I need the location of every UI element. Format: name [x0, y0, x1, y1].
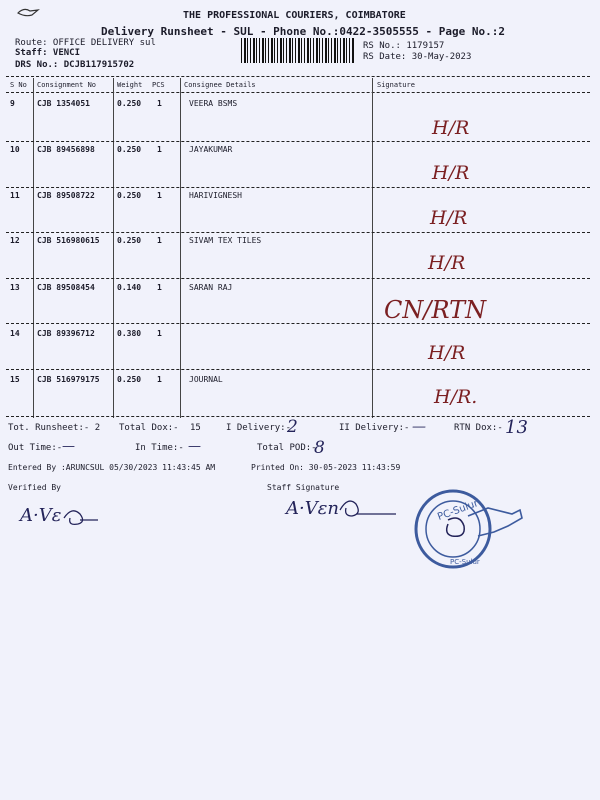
i-delivery-value: 2: [287, 417, 298, 437]
row-divider: [6, 278, 590, 279]
total-pod-label: Total POD:-: [257, 443, 317, 453]
column-divider: [180, 78, 181, 418]
courier-logo-icon: [16, 6, 42, 18]
out-time-value: —: [62, 439, 75, 454]
row-signature: H/R.: [434, 386, 478, 408]
row-consignment: CJB 89396712: [37, 329, 95, 338]
row-divider: [6, 187, 590, 188]
row-signature: H/R: [430, 207, 468, 229]
row-divider: [6, 323, 590, 324]
row-pcs: 1: [157, 191, 162, 200]
col-header-consignee: Consignee Details: [184, 81, 256, 89]
table-bottom-rule: [6, 416, 590, 417]
total-dox-label: Total Dox:-: [119, 423, 179, 433]
table-header-rule: [6, 92, 590, 93]
office-stamp-icon: [408, 486, 528, 576]
verifier-signature: A·Vε: [20, 505, 62, 526]
stamp-top-text: PC-Sulur: [436, 498, 480, 523]
ii-delivery-label: II Delivery:-: [339, 423, 410, 433]
row-pcs: 1: [157, 329, 162, 338]
column-divider: [33, 78, 34, 418]
row-consignee: HARIVIGNESH: [189, 191, 242, 200]
row-consignee: JAYAKUMAR: [189, 145, 233, 154]
stamp-bottom-text: PC-Sulur: [450, 558, 480, 566]
row-pcs: 1: [157, 283, 162, 292]
col-header-pcs: PCS: [152, 81, 165, 89]
row-pcs: 1: [157, 99, 162, 108]
row-pcs: 1: [157, 236, 162, 245]
row-pcs: 1: [157, 145, 162, 154]
row-weight: 0.250: [117, 145, 142, 154]
staff-text: Staff: VENCI: [15, 48, 81, 58]
entered-by: Entered By :ARUNCSUL 05/30/2023 11:43:45 AM: [8, 463, 216, 472]
row-divider: [6, 232, 590, 233]
row-divider: [6, 141, 590, 142]
route-text: Route: OFFICE DELIVERY sul: [15, 38, 156, 48]
out-time-label: Out Time:-: [8, 443, 63, 453]
row-consignee: JOURNAL: [189, 375, 223, 384]
total-dox-value: 15: [190, 423, 201, 433]
row-consignment: CJB 89456898: [37, 145, 95, 154]
row-pcs: 1: [157, 375, 162, 384]
staff-signature-flourish: [338, 496, 398, 522]
row-signature: H/R: [432, 162, 470, 184]
row-consignment: CJB 89508454: [37, 283, 95, 292]
drs-number: DRS No.: DCJB117915702: [15, 60, 135, 70]
total-pod-value: 8: [314, 438, 325, 458]
verified-by-label: Verified By: [8, 483, 61, 492]
row-consignment: CJB 516980615: [37, 236, 100, 245]
in-time-label: In Time:-: [135, 443, 184, 453]
col-header-sno: S No: [10, 81, 27, 89]
ii-delivery-value: —: [412, 419, 426, 435]
row-sno: 12: [10, 236, 20, 245]
row-sno: 11: [10, 191, 20, 200]
row-weight: 0.140: [117, 283, 142, 292]
rs-number: RS No.: 1179157: [363, 41, 445, 51]
row-signature: H/R: [432, 117, 470, 139]
i-delivery-label: I Delivery:-: [226, 423, 292, 433]
row-consignment: CJB 516979175: [37, 375, 100, 384]
col-header-weight: Weight: [117, 81, 143, 89]
row-weight: 0.250: [117, 191, 142, 200]
in-time-value: —: [188, 439, 201, 454]
table-top-rule: [6, 76, 590, 77]
row-weight: 0.380: [117, 329, 142, 338]
tot-runsheet: Tot. Runsheet:- 2: [8, 423, 101, 433]
printed-on: Printed On: 30-05-2023 11:43:59: [251, 463, 401, 472]
column-divider: [113, 78, 114, 418]
staff-signature: A·Vεn: [286, 498, 339, 519]
row-weight: 0.250: [117, 236, 142, 245]
barcode: [241, 38, 355, 63]
row-consignee: SIVAM TEX TILES: [189, 236, 262, 245]
row-weight: 0.250: [117, 99, 142, 108]
rtn-dox-label: RTN Dox:-: [454, 423, 503, 433]
row-sno: 9: [10, 99, 15, 108]
row-signature: H/R: [428, 342, 466, 364]
row-consignment: CJB 1354051: [37, 99, 90, 108]
company-name: THE PROFESSIONAL COURIERS, COIMBATORE: [183, 10, 406, 21]
row-sno: 13: [10, 283, 20, 292]
row-sno: 14: [10, 329, 20, 338]
staff-signature-label: Staff Signature: [267, 483, 340, 492]
row-signature: CN/RTN: [384, 296, 487, 324]
row-sno: 15: [10, 375, 20, 384]
rtn-dox-value: 13: [505, 417, 528, 438]
verifier-signature-flourish: [60, 504, 100, 530]
row-consignee: SARAN RAJ: [189, 283, 233, 292]
row-sno: 10: [10, 145, 20, 154]
row-consignment: CJB 89508722: [37, 191, 95, 200]
rs-date: RS Date: 30-May-2023: [363, 52, 472, 62]
runsheet-title: Delivery Runsheet - SUL - Phone No.:0422-3505555 - Page No.:2: [101, 25, 505, 38]
row-consignee: VEERA BSMS: [189, 99, 238, 108]
row-weight: 0.250: [117, 375, 142, 384]
col-header-consignment: Consignment No: [37, 81, 97, 89]
column-divider: [372, 78, 373, 418]
row-signature: H/R: [428, 252, 466, 274]
col-header-signature: Signature: [377, 81, 415, 89]
row-divider: [6, 369, 590, 370]
